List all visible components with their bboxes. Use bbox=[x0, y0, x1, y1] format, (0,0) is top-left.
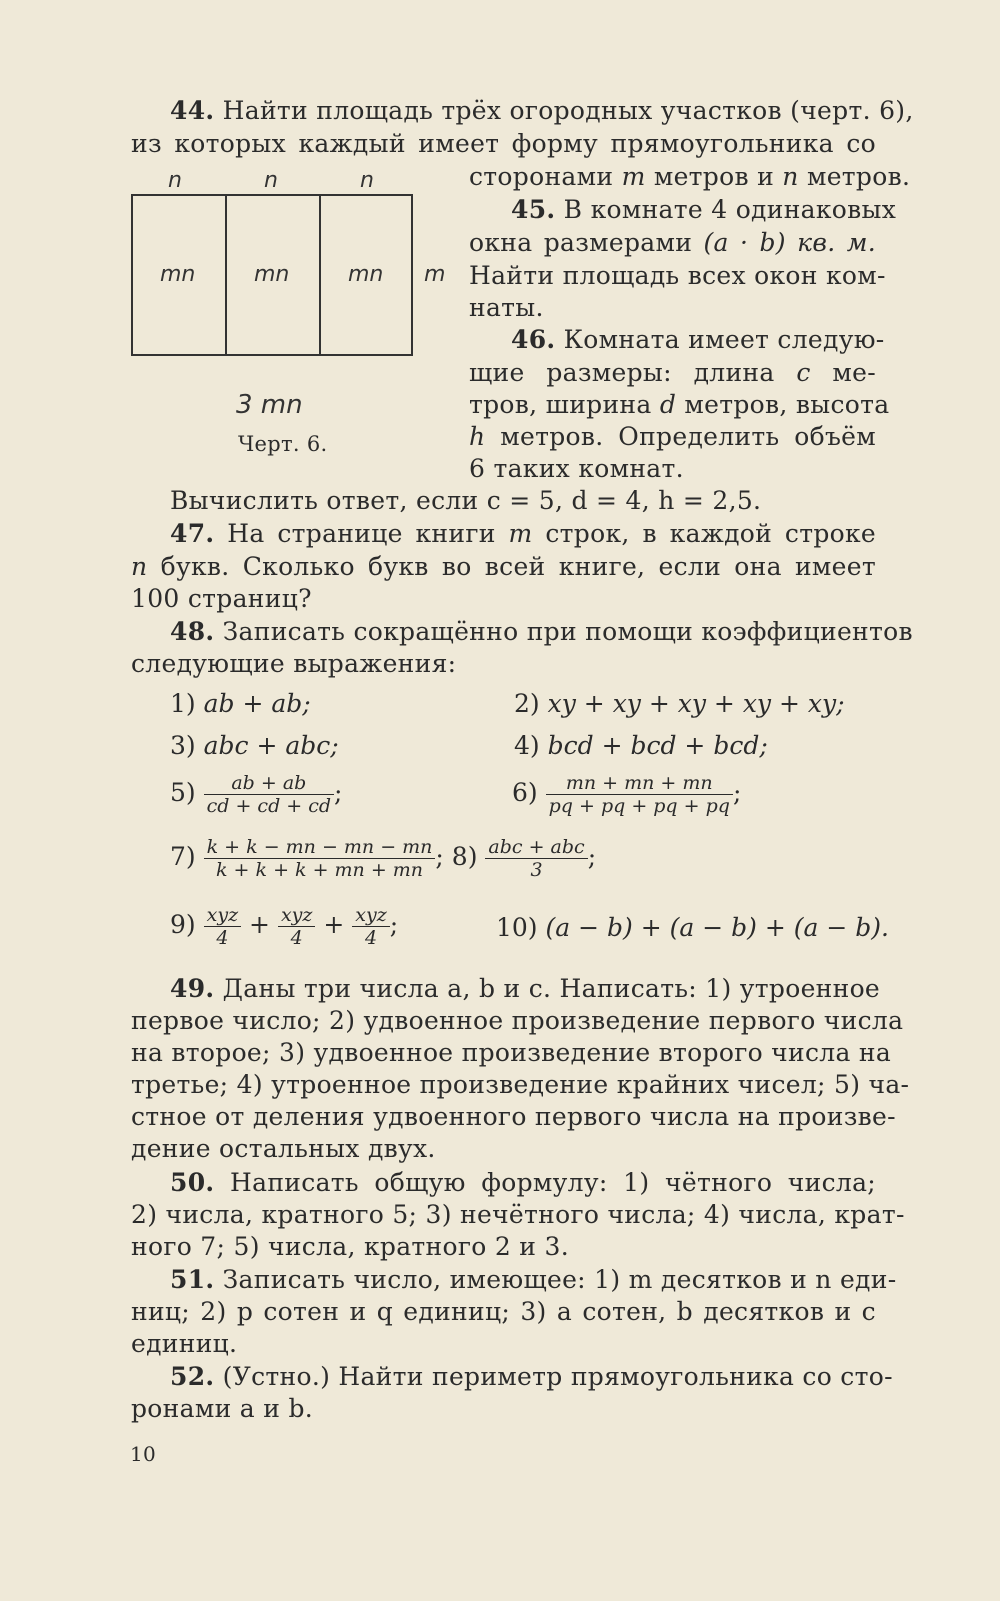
expression-7: 7) $\frac{k + k - mn - mn - mn}{k + k + k + mn + mn}$ ; 8) $\frac{\text{abc + abc}}{3}$ ; bbox=[170, 836, 597, 881]
problem-number: 47. bbox=[170, 519, 215, 548]
problem-49-line-5: стное от деления удвоенного первого числа на произве- bbox=[131, 1102, 896, 1131]
problem-45-line-1: 45. В комнате 4 одинаковых bbox=[511, 195, 897, 224]
problem-number: 45. bbox=[511, 195, 556, 224]
problem-51-line-1: 51. Записать число, имеющее: 1) m десятков и n еди- bbox=[170, 1265, 897, 1294]
expression-3: 3) abc + abc; bbox=[170, 731, 339, 760]
problem-46-line-4: h метров. Определить объём bbox=[469, 422, 876, 451]
expression-6: 6) $\frac{mn + mn + mn}{pq + pq + pq + pq}$ ; bbox=[512, 772, 742, 817]
problem-46-line-1: 46. Комната имеет следую- bbox=[511, 325, 885, 354]
problem-49-line-3: на второе; 3) удвоенное произведение второго числа на bbox=[131, 1038, 892, 1067]
problem-44-line-3: сторонами m метров и n метров. bbox=[469, 162, 911, 191]
figure-cell-label: mn bbox=[348, 262, 384, 287]
fraction: $\frac{\text{xyz}}{4}$ bbox=[278, 904, 315, 949]
fraction: $\frac{mn + mn + mn}{pq + pq + pq + pq}$ bbox=[546, 772, 733, 817]
expression-9: 9) $\frac{\text{xyz}}{4}$ + $\frac{\text{xyz}}{4}$ + $\frac{\text{xyz}}{4}$ ; bbox=[170, 904, 399, 949]
figure-top-label: n bbox=[264, 168, 278, 193]
problem-48-line-1: 48. Записать сокращённо при помощи коэффициентов bbox=[170, 617, 913, 646]
expression-8-label: 8) bbox=[451, 842, 478, 871]
fraction: $\frac{k + k - mn - mn - mn}{k + k + k + mn + mn}$ bbox=[204, 836, 436, 881]
figure-divider bbox=[225, 196, 227, 354]
problem-number: 51. bbox=[170, 1265, 215, 1294]
problem-49-line-1: 49. Даны три числа a, b и c. Написать: 1) утроенное bbox=[170, 974, 881, 1003]
figure-cell-label: mn bbox=[254, 262, 290, 287]
fraction: $\frac{\text{abc + abc}}{3}$ bbox=[485, 836, 587, 881]
figure-total-label: 3 mn bbox=[236, 390, 303, 420]
problem-52-line-1: 52. (Устно.) Найти периметр прямоугольника со сто- bbox=[170, 1362, 893, 1391]
problem-number: 44. bbox=[170, 96, 215, 125]
problem-50-line-1: 50. Написать общую формулу: 1) чётного числа; bbox=[170, 1168, 876, 1197]
problem-46-line-3: тров, ширина d метров, высота bbox=[469, 390, 890, 419]
expression-4: 4) bcd + bcd + bcd; bbox=[514, 731, 768, 760]
figure-divider bbox=[319, 196, 321, 354]
fraction: $\frac{ab + ab}{cd + cd + cd}$ bbox=[204, 772, 334, 817]
problem-48-line-2: следующие выражения: bbox=[131, 649, 457, 678]
figure-cell-label: mn bbox=[160, 262, 196, 287]
problem-51-line-2: ниц; 2) p сотен и q единиц; 3) a сотен, b десятков и c bbox=[131, 1297, 876, 1326]
fraction: $\frac{\text{xyz}}{4}$ bbox=[352, 904, 389, 949]
problem-49-line-4: третье; 4) утроенное произведение крайних чисел; 5) ча- bbox=[131, 1070, 910, 1099]
problem-number: 48. bbox=[170, 617, 215, 646]
problem-49-line-2: первое число; 2) удвоенное произведение первого числа bbox=[131, 1006, 904, 1035]
problem-44-line-1: 44. Найти площадь трёх огородных участков (черт. 6), bbox=[170, 96, 914, 125]
problem-47-line-1: 47. На странице книги m строк, в каждой строке bbox=[170, 519, 876, 548]
problem-50-line-3: ного 7; 5) числа, кратного 2 и 3. bbox=[131, 1232, 569, 1261]
problem-45-line-2: окна размерами (a · b) кв. м. bbox=[469, 228, 876, 257]
expression-2: 2) xy + xy + xy + xy + xy; bbox=[514, 689, 845, 718]
problem-52-line-2: ронами a и b. bbox=[131, 1394, 313, 1423]
problem-45-line-3: Найти площадь всех окон ком- bbox=[469, 261, 886, 290]
problem-46-line-6: Вычислить ответ, если c = 5, d = 4, h = 2,5. bbox=[170, 486, 762, 515]
problem-46-line-2: щие размеры: длина c ме- bbox=[469, 358, 876, 387]
figure-top-label: n bbox=[360, 168, 374, 193]
problem-44-line-2: из которых каждый имеет форму прямоугольника со bbox=[131, 129, 876, 158]
problem-47-line-3: 100 страниц? bbox=[131, 584, 312, 613]
problem-number: 49. bbox=[170, 974, 215, 1003]
problem-number: 50. bbox=[170, 1168, 215, 1197]
page-number: 10 bbox=[130, 1442, 157, 1466]
expression-1: 1) ab + ab; bbox=[170, 689, 311, 718]
problem-47-line-2: n букв. Сколько букв во всей книге, если она имеет bbox=[131, 552, 876, 581]
expression-5: 5) $\frac{ab + ab}{cd + cd + cd}$ ; bbox=[170, 772, 343, 817]
problem-51-line-3: единиц. bbox=[131, 1329, 238, 1358]
figure-side-label: m bbox=[424, 262, 446, 287]
problem-number: 52. bbox=[170, 1362, 215, 1391]
figure-caption: Черт. 6. bbox=[238, 432, 328, 456]
problem-45-line-4: наты. bbox=[469, 293, 544, 322]
expression-10: 10) (a − b) + (a − b) + (a − b). bbox=[496, 913, 889, 942]
problem-49-line-6: дение остальных двух. bbox=[131, 1134, 436, 1163]
problem-46-line-5: 6 таких комнат. bbox=[469, 454, 684, 483]
fraction: $\frac{\text{xyz}}{4}$ bbox=[204, 904, 241, 949]
problem-number: 46. bbox=[511, 325, 556, 354]
problem-50-line-2: 2) числа, кратного 5; 3) нечётного числа; 4) числа, крат- bbox=[131, 1200, 905, 1229]
figure-top-label: n bbox=[168, 168, 182, 193]
